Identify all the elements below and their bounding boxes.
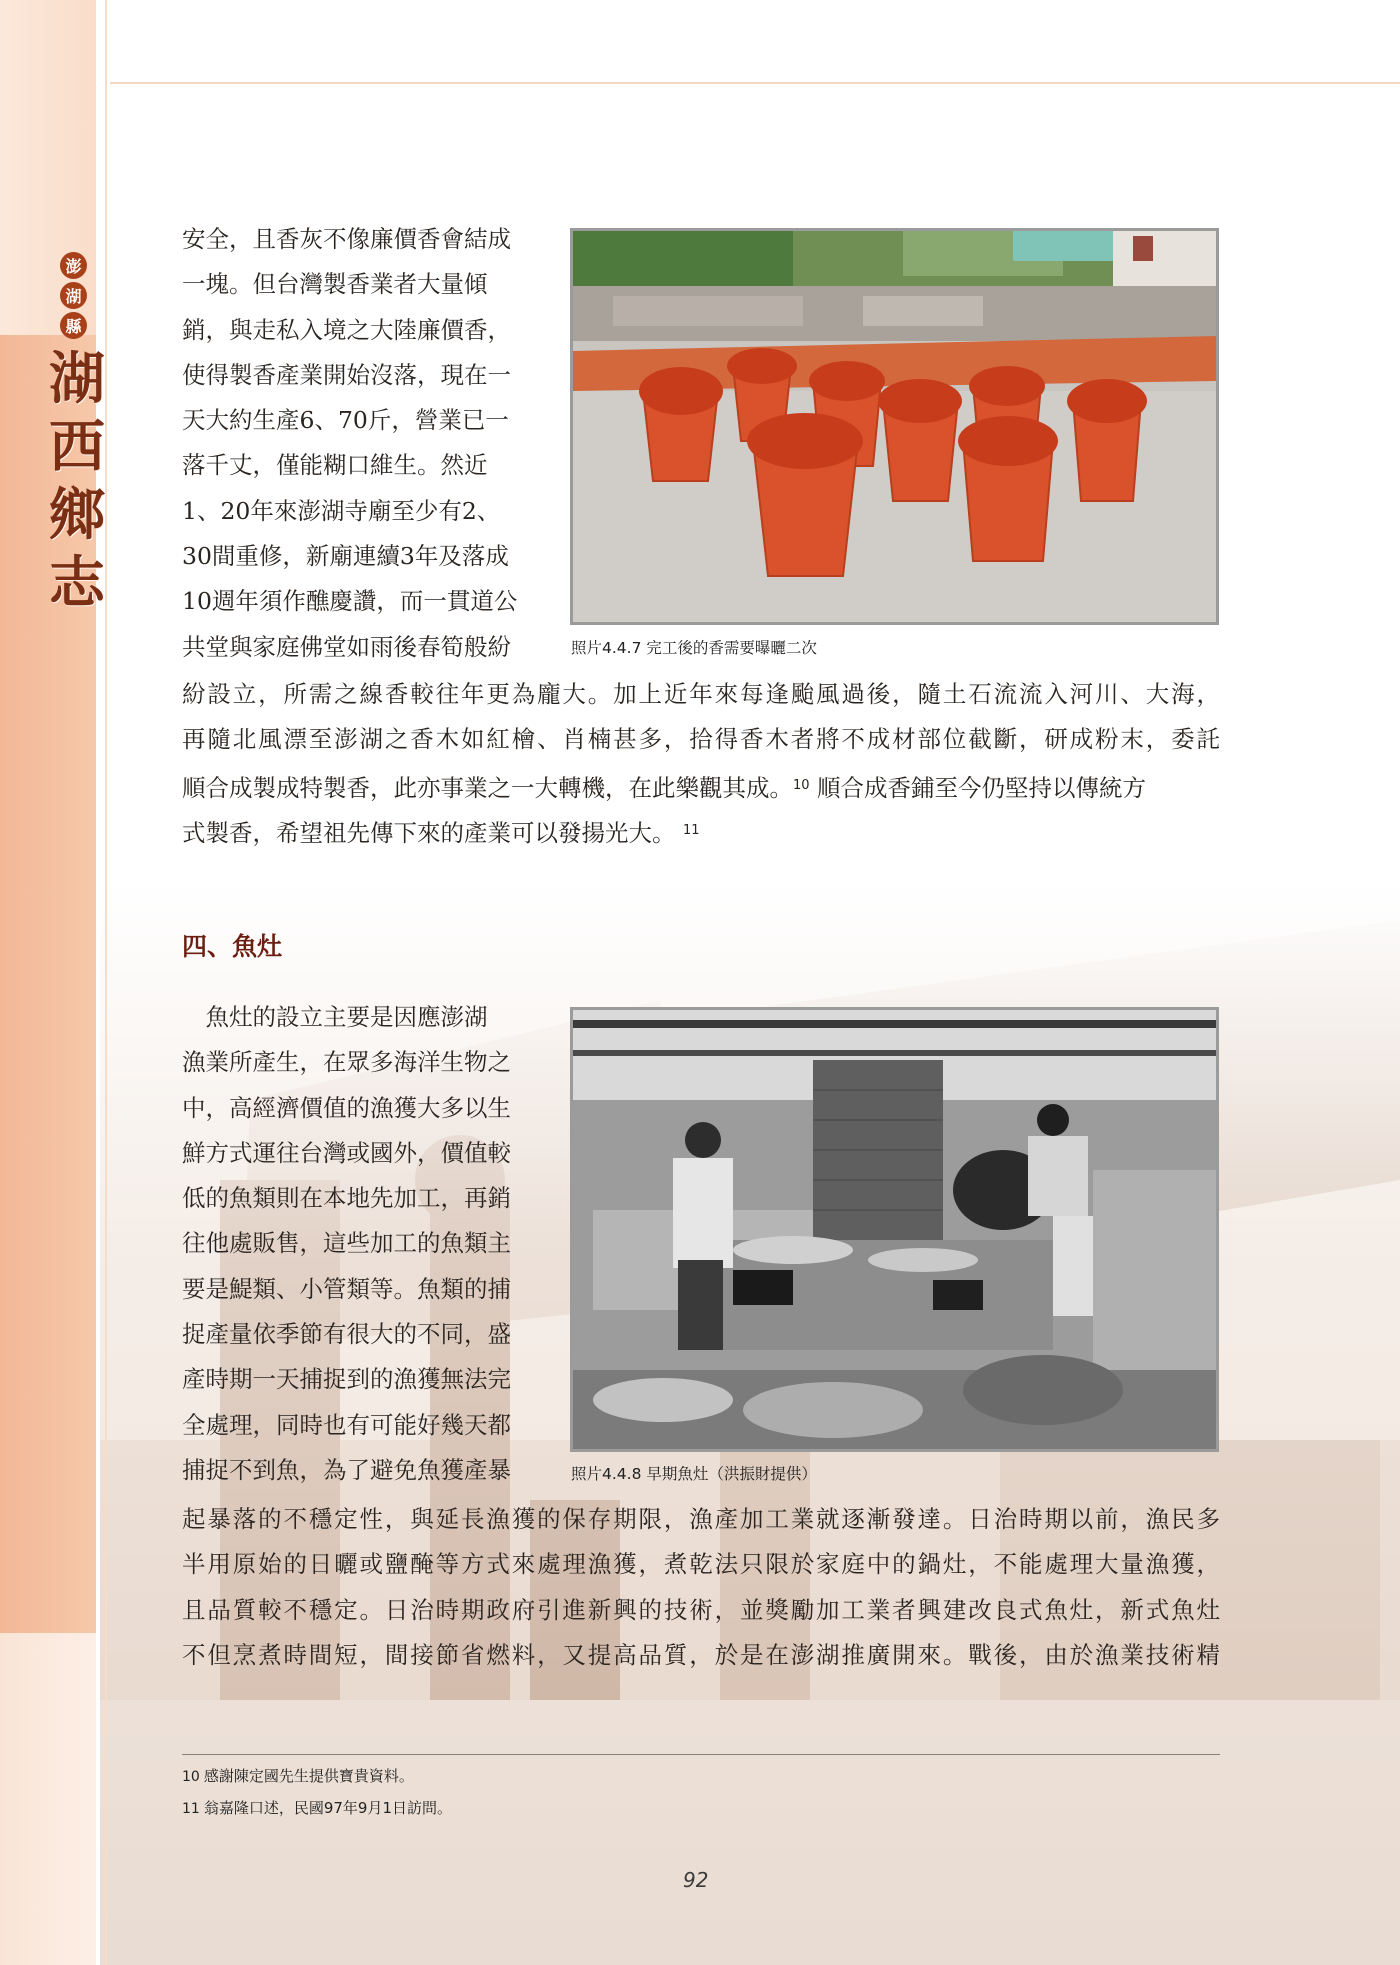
text-line: 往他處販售，這些加工的魚類主 xyxy=(182,1229,511,1258)
text-line: 一塊。但台灣製香業者大量傾 xyxy=(182,270,488,299)
town-char: 西 xyxy=(49,414,105,480)
footnote-text: 翁嘉隆口述，民國97年9月1日訪問。 xyxy=(203,1799,453,1817)
photo-caption: 照片4.4.8 早期魚灶（洪振財提供） xyxy=(571,1465,817,1483)
text-line xyxy=(182,808,1220,853)
text-segment: 式製香，希望祖先傳下來的產業可以發揚光大。 xyxy=(182,818,676,847)
text-line: 漁業所產生，在眾多海洋生物之 xyxy=(182,1048,511,1077)
incense-text-full xyxy=(182,672,1220,853)
text-line: 安全，且香灰不像廉價香會結成 xyxy=(182,225,511,253)
fish-stove-text-full xyxy=(182,1497,1220,1678)
text-line: 產時期一天捕捉到的漁獲無法完 xyxy=(182,1365,511,1394)
footnote-text: 感謝陳定國先生提供寶貴資料。 xyxy=(203,1767,414,1785)
text-line: 起暴落的不穩定性，與延長漁獲的保存期限，漁產加工業就逐漸發達。日治時期以前，漁民多 xyxy=(182,1505,1220,1533)
photo-caption: 照片4.4.7 完工後的香需要曝曬二次 xyxy=(571,639,817,657)
text-line: 1、20年來澎湖寺廟至少有2、 xyxy=(182,496,501,525)
text-line: 低的魚類則在本地先加工，再銷 xyxy=(182,1184,511,1213)
text-line: 銷，與走私入境之大陸廉價香， xyxy=(182,315,511,344)
county-char: 湖 xyxy=(60,282,87,309)
text-line: 鮮方式運往台灣或國外，價值較 xyxy=(182,1138,511,1167)
text-line: 天大約生產6、70斤，營業已一 xyxy=(182,406,509,435)
footnote-ref: 11 xyxy=(682,822,700,838)
text-line: 且品質較不穩定。日治時期政府引進新興的技術，並獎勵加工業者興建改良式魚灶，新式魚灶 xyxy=(182,1595,1220,1624)
incense-drying-photo xyxy=(570,228,1219,625)
county-char: 縣 xyxy=(60,312,87,339)
text-line: 使得製香產業開始沒落，現在一 xyxy=(182,360,511,389)
text-line: 中，高經濟價值的漁獲大多以生 xyxy=(182,1093,511,1122)
text-line: 紛設立，所需之線香較往年更為龐大。加上近年來每逢颱風過後，隨土石流流入河川、大海， xyxy=(182,680,1220,708)
text-line: 捉產量依季節有很大的不同，盛 xyxy=(182,1320,511,1349)
town-title xyxy=(42,345,112,617)
section-heading: 四、魚灶 xyxy=(182,932,283,961)
text-line: 半用原始的日曬或鹽醃等方式來處理漁獲，煮乾法只限於家庭中的鍋灶，不能處理大量漁獲， xyxy=(182,1550,1220,1579)
footnote-number: 10 xyxy=(182,1769,200,1785)
town-char: 鄉 xyxy=(49,482,105,548)
text-line: 全處理，同時也有可能好幾天都 xyxy=(182,1410,511,1439)
incense-text-wrapped xyxy=(182,217,538,670)
county-char: 澎 xyxy=(60,252,87,279)
town-char: 志 xyxy=(49,550,105,616)
footnote-ref: 10 xyxy=(793,777,810,793)
footnote-rule xyxy=(182,1754,1220,1755)
sidebar-bottom-band xyxy=(0,1633,96,1965)
fish-stove-text-wrapped xyxy=(182,995,538,1493)
page-number: 92 xyxy=(683,1868,709,1892)
text-segment: 順合成香鋪至今仍堅持以傳統方 xyxy=(817,773,1147,802)
text-line: 10週年須作醮慶讚，而一貫道公 xyxy=(182,587,518,616)
county-label xyxy=(60,252,90,342)
top-rule xyxy=(110,82,1400,84)
text-segment: 順合成製成特製香，此亦事業之一大轉機，在此樂觀其成。 xyxy=(182,773,793,802)
footnote-number: 11 xyxy=(182,1801,200,1817)
text-line: 再隨北風漂至澎湖之香木如紅檜、肖楠甚多，拾得香木者將不成材部位截斷，研成粉末，委託 xyxy=(182,725,1220,754)
text-line xyxy=(182,763,1220,808)
footnote xyxy=(182,1765,414,1786)
text-line: 共堂與家庭佛堂如雨後春筍般紛 xyxy=(182,632,511,661)
footnote xyxy=(182,1797,452,1818)
town-char: 湖 xyxy=(49,346,105,412)
fish-stove-photo xyxy=(570,1007,1219,1452)
text-line: 不但烹煮時間短，間接節省燃料，又提高品質，於是在澎湖推廣開來。戰後，由於漁業技術精 xyxy=(182,1640,1220,1669)
text-line: 魚灶的設立主要是因應澎湖 xyxy=(182,1003,488,1031)
sidebar-divider xyxy=(105,0,107,1965)
text-line: 落千丈，僅能糊口維生。然近 xyxy=(182,451,488,480)
text-line: 捕捉不到魚，為了避免魚獲產暴 xyxy=(182,1455,511,1484)
text-line: 30間重修，新廟連續3年及落成 xyxy=(182,542,509,571)
text-line: 要是鯷類、小管類等。魚類的捕 xyxy=(182,1274,511,1303)
